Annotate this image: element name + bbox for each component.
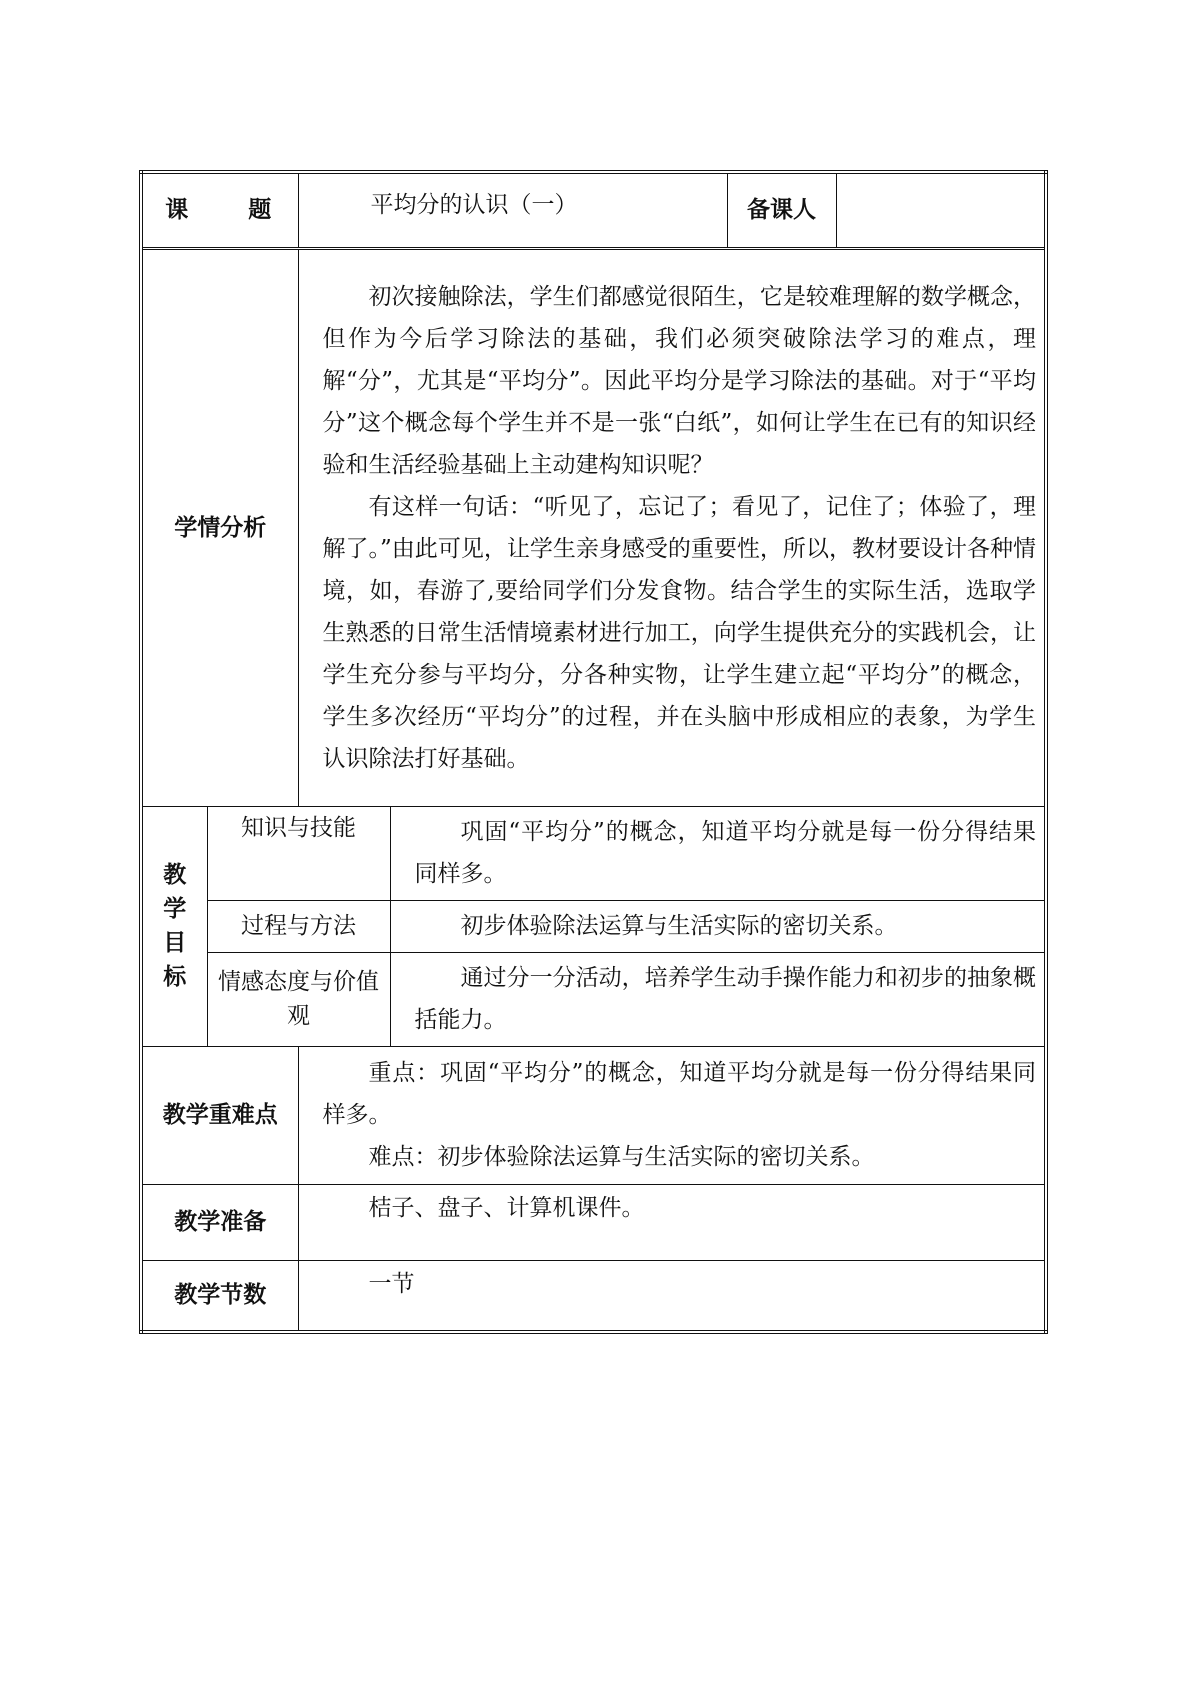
preparer-label: 备课人 bbox=[727, 172, 836, 248]
goal-process-paragraph: 初步体验除法运算与生活实际的密切关系。 bbox=[460, 913, 898, 939]
goals-label bbox=[141, 806, 207, 1046]
goal-attitude-text bbox=[390, 952, 1046, 1046]
lesson-plan-sheet bbox=[139, 170, 1044, 1338]
goal-process-text bbox=[390, 900, 1046, 952]
goal-row-process bbox=[141, 900, 1046, 952]
preparation-row bbox=[141, 1184, 1046, 1260]
goal-knowledge-label: 知识与技能 bbox=[207, 806, 390, 900]
lesson-plan-table bbox=[139, 170, 1048, 1334]
sessions-content bbox=[298, 1260, 1046, 1332]
key-point-text: 重点：巩固“平均分”的概念，知道平均分就是每一份分得结果同样多。 bbox=[322, 1060, 1037, 1128]
subject-label: 课 题 bbox=[141, 172, 298, 248]
goal-row-attitude bbox=[141, 952, 1046, 1046]
keypoints-row bbox=[141, 1046, 1046, 1184]
analysis-paragraph-2: 有这样一句话：“听见了，忘记了；看见了，记住了；体验了，理解了。”由此可见，让学生亲身感受的重要性，所以，教材要设计各种情境，如，春游了,要给同学们分发食物。结合学生的实际生活，选取学生熟悉的日常生活情境素材进行加工，向学生提供充分的实践机会，让学生充分参与平均分，分各种实物，让学生建立起“平均分”的概念，学生多次经历“平均分”的过程，并在头脑中形成相应的表象，为学生认识除法打好基础。 bbox=[322, 493, 1037, 772]
sessions-row bbox=[141, 1260, 1046, 1332]
analysis-label: 学情分析 bbox=[141, 248, 298, 806]
header-row bbox=[141, 172, 1046, 248]
analysis-content bbox=[298, 248, 1046, 806]
keypoints-label: 教学重难点 bbox=[141, 1046, 298, 1184]
analysis-paragraph-1: 初次接触除法，学生们都感觉很陌生，它是较难理解的数学概念，但作为今后学习除法的基础，我们必须突破除法学习的难点，理解“分”，尤其是“平均分”。因此平均分是学习除法的基础。对于“平均分”这个概念每个学生并不是一张“白纸”，如何让学生在已有的知识经验和生活经验基础上主动建构知识呢？ bbox=[322, 283, 1037, 478]
goal-row-knowledge bbox=[141, 806, 1046, 900]
preparation-label: 教学准备 bbox=[141, 1184, 298, 1260]
goal-knowledge-paragraph: 巩固“平均分”的概念，知道平均分就是每一份分得结果同样多。 bbox=[414, 819, 1037, 887]
goals-label-char-2: 学 bbox=[163, 895, 187, 922]
preparer-value bbox=[836, 172, 1046, 248]
keypoints-content bbox=[298, 1046, 1046, 1184]
goal-attitude-label: 情感态度与价值观 bbox=[207, 952, 390, 1046]
goals-label-char-4: 标 bbox=[163, 963, 187, 990]
goal-process-label: 过程与方法 bbox=[207, 900, 390, 952]
preparation-text: 桔子、盘子、计算机课件。 bbox=[368, 1194, 645, 1221]
sessions-text: 一节 bbox=[368, 1270, 415, 1297]
sessions-label: 教学节数 bbox=[141, 1260, 298, 1332]
analysis-row bbox=[141, 248, 1046, 806]
goals-label-char-3: 目 bbox=[163, 929, 187, 956]
goal-knowledge-text bbox=[390, 806, 1046, 900]
subject-value: 平均分的认识（一） bbox=[298, 172, 727, 248]
goals-label-char-1: 教 bbox=[163, 861, 187, 888]
goal-attitude-paragraph: 通过分一分活动，培养学生动手操作能力和初步的抽象概括能力。 bbox=[414, 965, 1037, 1033]
difficult-point-text: 难点：初步体验除法运算与生活实际的密切关系。 bbox=[368, 1144, 875, 1170]
preparation-content bbox=[298, 1184, 1046, 1260]
